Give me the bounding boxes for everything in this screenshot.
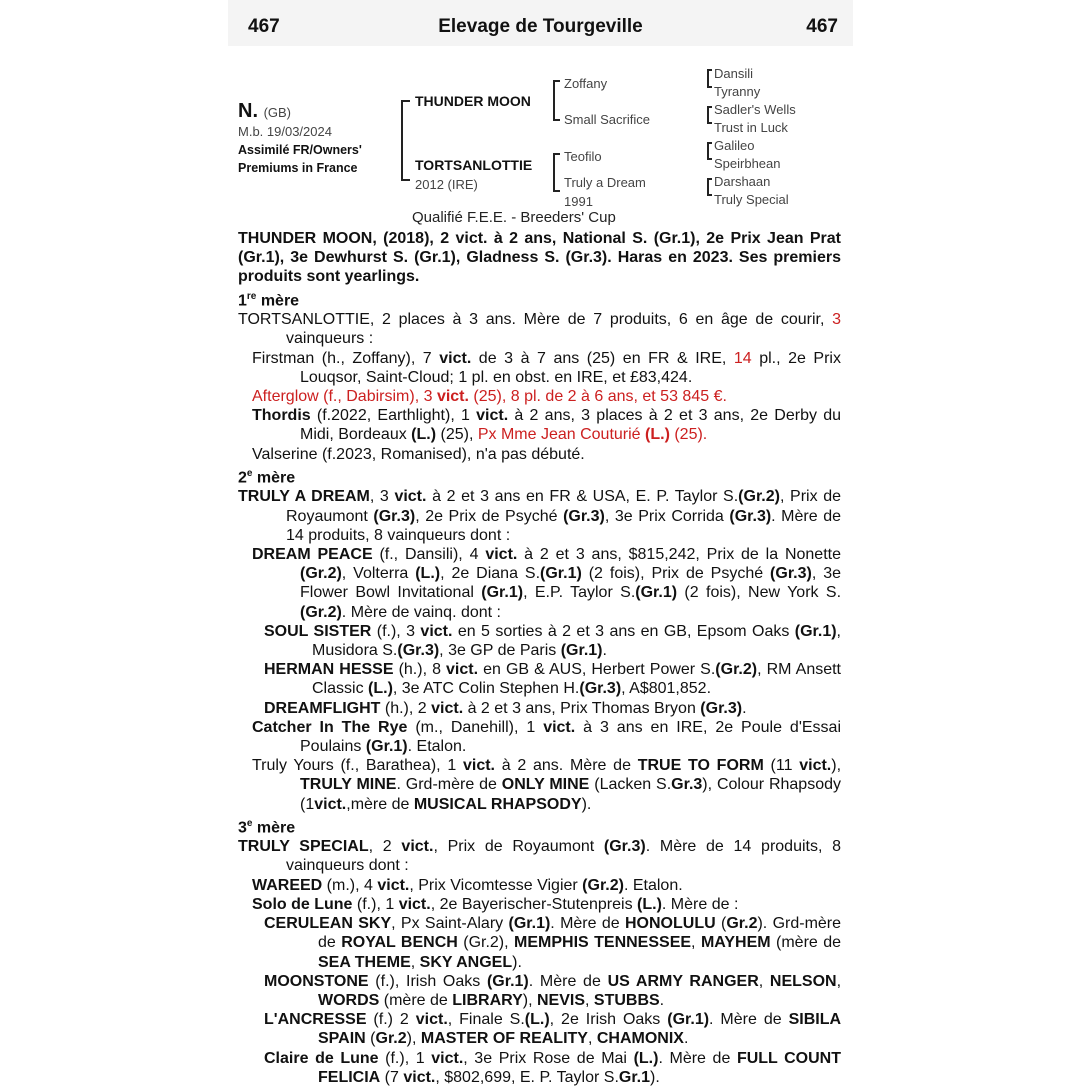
pedigree-notes bbox=[238, 229, 841, 1087]
bracket-dam bbox=[553, 153, 555, 191]
dam-info: 2012 (IRE) bbox=[415, 177, 478, 192]
produce-entry: DREAM PEACE (f., Dansili), 4 vict. à 2 et 3 ans, $815,242, Prix de la Nonette (Gr.2), Volterra (L.), 2e Diana S.(Gr.1) (2 fois), Prix de Psyché (Gr.3), 3e Flower Bowl Invitational (Gr.1), E.P. Taylor S.(Gr.1) (2 fois), New York S.(Gr.2). Mère de vainq. dont : bbox=[252, 545, 842, 621]
section-third-dam: 3e mère bbox=[238, 817, 296, 837]
catalogue-page bbox=[228, 0, 853, 1086]
sire-name: THUNDER MOON bbox=[415, 93, 531, 109]
first-dam-entry: TORTSANLOTTIE, 2 places à 3 ans. Mère de 7 produits, 6 en âge de courir, 3 vainqueurs : bbox=[238, 311, 841, 348]
page-header bbox=[228, 0, 853, 46]
grandproduce-entry: CERULEAN SKY, Px Saint-Alary (Gr.1). Mère de HONOLULU (Gr.2). Grd-mère de ROYAL BENCH (Gr.2), MEMPHIS TENNESSEE, MAYHEM (mère de SEA THEME, SKY ANGEL). bbox=[264, 915, 842, 971]
lot-number-right: 467 bbox=[806, 16, 838, 37]
horse-info: M.b. 19/03/2024 bbox=[238, 124, 332, 139]
gg-2: Tyranny bbox=[714, 84, 761, 99]
lot-number-left: 467 bbox=[248, 16, 280, 37]
dam-name: TORTSANLOTTIE bbox=[415, 157, 533, 173]
gg-3: Sadler's Wells bbox=[714, 102, 796, 117]
bracket-sire bbox=[553, 80, 555, 120]
produce-entry: Valserine (f.2023, Romanised), n'a pas débuté. bbox=[252, 445, 585, 463]
produce-entry: Truly Yours (f., Barathea), 1 vict. à 2 ans. Mère de TRUE TO FORM (11 vict.), TRULY MINE. Grd-mère de ONLY MINE (Lacken S.Gr.3), Colour Rhapsody (1vict.,mère de MUSICAL RHAPSODY). bbox=[252, 757, 842, 813]
bracket-gen1 bbox=[401, 100, 403, 180]
sire-paragraph: THUNDER MOON, (2018), 2 vict. à 2 ans, National S. (Gr.1), 2e Prix Jean Prat (Gr.1), 3e Dewhurst S. (Gr.1), Gladness S. (Gr.3). Haras en 2023. Ses premiers produits sont yearlings. bbox=[238, 230, 841, 286]
gg-8: Truly Special bbox=[714, 192, 789, 207]
gg-5: Galileo bbox=[714, 138, 755, 153]
pedigree-tree bbox=[228, 60, 853, 230]
third-dam-entry: TRULY SPECIAL, 2 vict., Prix de Royaumont (Gr.3). Mère de 14 produits, 8 vainqueurs dont : bbox=[238, 838, 842, 875]
section-second-dam: 2e mère bbox=[238, 467, 296, 487]
sire-dam: Small Sacrifice bbox=[564, 112, 650, 127]
produce-entry: Thordis (f.2022, Earthlight), 1 vict. à 2 ans, 3 places à 2 et 3 ans, 2e Derby du Midi, Bordeaux (L.) (25), Px Mme Jean Couturié (L.) (25). bbox=[252, 407, 842, 444]
premium-line-1: Assimilé FR/Owners' bbox=[238, 143, 362, 157]
produce-entry: Catcher In The Rye (m., Danehill), 1 vict. à 3 ans en IRE, 2e Poule d'Essai Poulains (Gr.1). Etalon. bbox=[252, 718, 841, 755]
gg-7: Darshaan bbox=[714, 174, 771, 189]
section-first-dam: 1re mère bbox=[238, 290, 300, 309]
produce-entry: Firstman (h., Zoffany), 7 vict. de 3 à 7 ans (25) en FR & IRE, 14 pl., 2e Prix Louqsor, Saint-Cloud; 1 pl. en obst. en IRE, et £83,424. bbox=[252, 349, 841, 386]
second-dam-entry: TRULY A DREAM, 3 vict. à 2 et 3 ans en FR & USA, E. P. Taylor S.(Gr.2), Prix de Royaumont (Gr.3), 2e Prix de Psyché (Gr.3), 3e Prix Corrida (Gr.3). Mère de 14 produits, 8 vainqueurs dont : bbox=[238, 488, 842, 544]
gg-6: Speirbhean bbox=[714, 156, 781, 171]
produce-entry: Solo de Lune (f.), 1 vict., 2e Bayerischer-Stutenpreis (L.). Mère de : bbox=[252, 895, 739, 913]
grandproduce-entry: DREAMFLIGHT (h.), 2 vict. à 2 et 3 ans, Prix Thomas Bryon (Gr.3). bbox=[264, 699, 747, 717]
dam-dam: Truly a Dream bbox=[564, 175, 646, 190]
gg-4: Trust in Luck bbox=[714, 120, 788, 135]
dam-dam-year: 1991 bbox=[564, 194, 593, 209]
qualification-note: Qualifié F.E.E. - Breeders' Cup bbox=[412, 209, 616, 226]
grandproduce-entry: L'ANCRESSE (f.) 2 vict., Finale S.(L.), 2e Irish Oaks (Gr.1). Mère de SIBILA SPAIN (Gr.2), MASTER OF REALITY, CHAMONIX. bbox=[264, 1011, 842, 1048]
produce-entry: Afterglow (f., Dabirsim), 3 vict. (25), 8 pl. de 2 à 6 ans, et 53 845 €. bbox=[252, 387, 727, 405]
premium-line-2: Premiums in France bbox=[238, 161, 358, 175]
sire-sire: Zoffany bbox=[564, 76, 608, 91]
gg-1: Dansili bbox=[714, 66, 754, 81]
dam-sire: Teofilo bbox=[564, 149, 602, 164]
grandproduce-entry: Claire de Lune (f.), 1 vict., 3e Prix Rose de Mai (L.). Mère de FULL COUNT FELICIA (7 vict., $802,699, E. P. Taylor S.Gr.1). bbox=[264, 1049, 842, 1086]
horse-name: N. (GB) bbox=[238, 100, 292, 122]
produce-entry: WAREED (m.), 4 vict., Prix Vicomtesse Vigier (Gr.2). Etalon. bbox=[252, 876, 683, 894]
grandproduce-entry: HERMAN HESSE (h.), 8 vict. en GB & AUS, Herbert Power S.(Gr.2), RM Ansett Classic (L.), 3e ATC Colin Stephen H.(Gr.3), A$801,852. bbox=[264, 661, 842, 698]
grandproduce-entry: SOUL SISTER (f.), 3 vict. en 5 sorties à 2 et 3 ans en GB, Epsom Oaks (Gr.1), Musidora S.(Gr.3), 3e GP de Paris (Gr.1). bbox=[264, 622, 841, 659]
grandproduce-entry: MOONSTONE (f.), Irish Oaks (Gr.1). Mère de US ARMY RANGER, NELSON, WORDS (mère de LIBRARY), NEVIS, STUBBS. bbox=[264, 972, 842, 1009]
breeder-title: Elevage de Tourgeville bbox=[438, 16, 643, 37]
